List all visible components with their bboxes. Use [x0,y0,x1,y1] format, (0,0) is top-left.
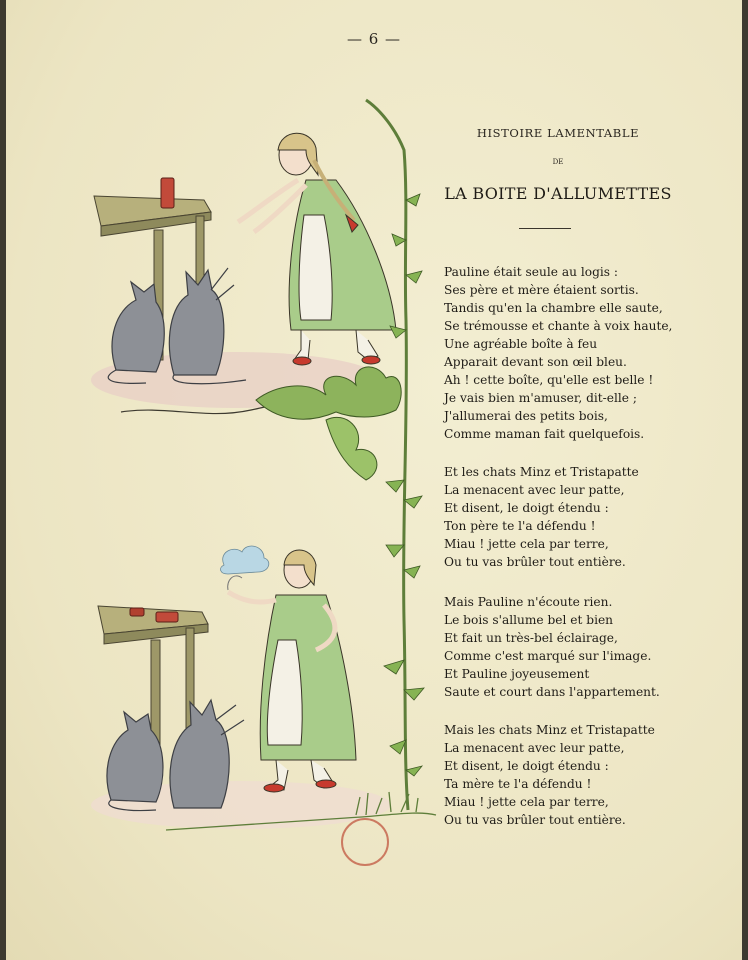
verse-line: Ta mère te l'a défendu ! [444,777,592,791]
girl-top [238,133,396,365]
verse-line: Miau ! jette cela par terre, [444,795,609,809]
verse-line: Ou tu vas brûler tout entière. [444,555,626,569]
verse-line: Et les chats Minz et Tristapatte [444,465,639,479]
verse-line: Comme c'est marqué sur l'image. [444,649,652,663]
verse-line: Et disent, le doigt étendu : [444,501,609,515]
stanza-4 [444,721,655,829]
title-main: LA BOITE D'ALLUMETTES [444,184,672,203]
verse-line: Mais Pauline n'écoute rien. [444,595,613,609]
verse-line: Comme maman fait quelquefois. [444,427,645,441]
verse-line: Saute et court dans l'appartement. [444,685,660,699]
verse-line: Ses père et mère étaient sortis. [444,283,639,297]
book-page [6,0,742,960]
stanza-3 [444,593,660,701]
verse-line: Mais les chats Minz et Tristapatte [444,723,655,737]
verse-line: Et fait un très-bel éclairage, [444,631,618,645]
verse-line: J'allumerai des petits bois, [444,409,608,423]
matchbox-open-icon [156,612,178,622]
verse-line: Pauline était seule au logis : [444,265,619,279]
library-stamp [341,818,389,866]
verse-line: Une agréable boîte à feu [444,337,598,351]
verse-line: Ou tu vas brûler tout entière. [444,813,626,827]
matchbox-icon [161,178,174,208]
verse-line: Tandis qu'en la chambre elle saute, [444,301,663,315]
verse-line: Et Pauline joyeusement [444,667,590,681]
title-line-2: DE [552,158,564,166]
verse-line: Je vais bien m'amuser, dit-elle ; [444,391,637,405]
stanza-2 [444,463,639,571]
stanza-1 [444,263,672,443]
verse-line: La menacent avec leur patte, [444,483,625,497]
verse-line: Se trémousse et chante à voix haute, [444,319,673,333]
smoke-cloud [221,546,269,574]
cats-bottom [107,700,244,811]
title-rule [519,228,571,229]
verse-line: Ton père te l'a défendu ! [444,519,596,533]
verse-line: Ah ! cette boîte, qu'elle est belle ! [444,373,654,387]
girl-bottom [228,550,356,792]
verse-line: Le bois s'allume bel et bien [444,613,614,627]
title-line-1: HISTOIRE LAMENTABLE [476,126,640,140]
verse-line: La menacent avec leur patte, [444,741,625,755]
verse-line: Apparait devant son œil bleu. [444,355,627,369]
verse-line: Miau ! jette cela par terre, [444,537,609,551]
verse-line: Et disent, le doigt étendu : [444,759,609,773]
page-number: — 6 — [346,30,402,48]
